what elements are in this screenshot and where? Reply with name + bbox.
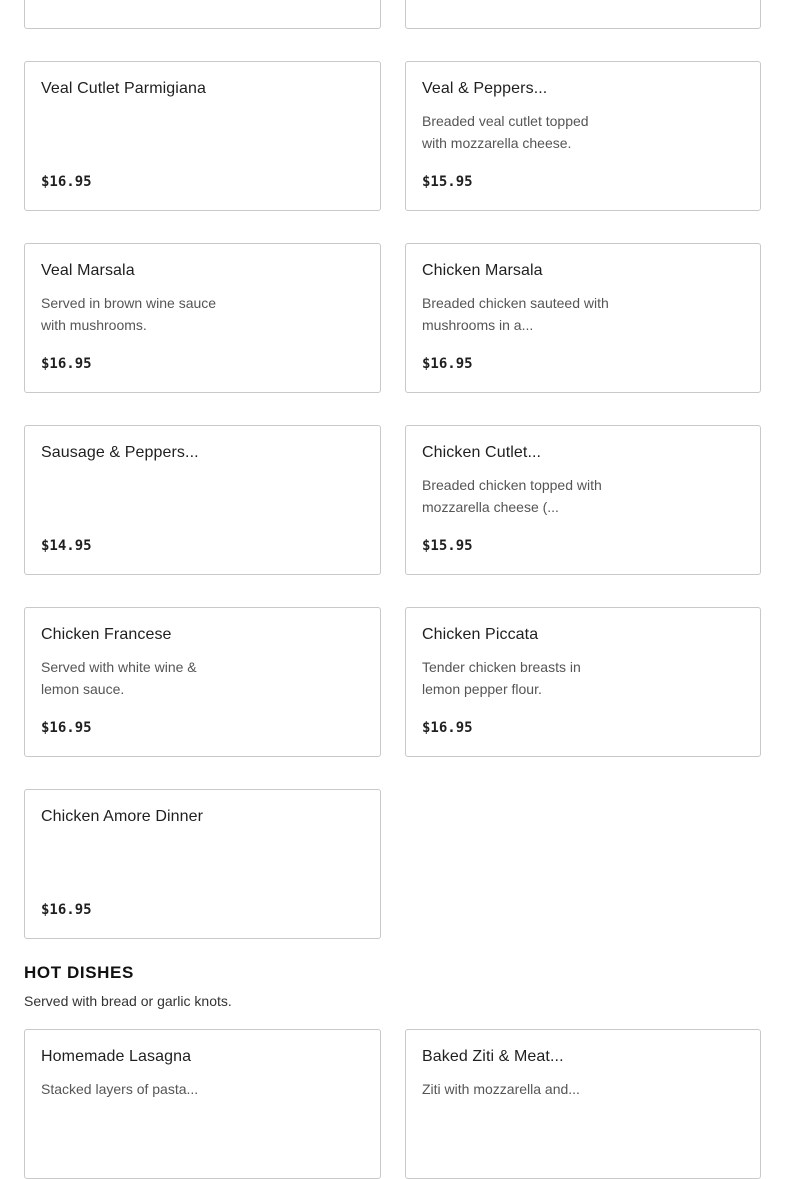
menu-item-card[interactable] [24,1029,381,1179]
item-description: Breaded chicken topped with mozzarella cheese (... [422,477,602,515]
item-price: $15.95 [422,174,473,190]
menu-item-card[interactable] [24,61,381,211]
menu-item-card[interactable] [405,607,761,757]
item-description: Stacked layers of pasta... [41,1081,199,1097]
item-price: $16.95 [422,720,473,736]
section-title: HOT DISHES [24,963,134,982]
item-name: Chicken Cutlet... [422,444,542,461]
item-name: Homemade Lasagna [41,1048,192,1065]
item-name: Chicken Piccata [422,626,539,643]
item-price: $16.95 [422,356,473,372]
item-description: Ziti with mozzarella and... [422,1081,580,1097]
item-price: $15.95 [422,538,473,554]
item-name: Veal Cutlet Parmigiana [41,80,206,97]
item-description: Breaded veal cutlet topped with mozzarella cheese. [422,113,589,151]
menu-item-card[interactable] [405,1029,761,1179]
menu-item-card[interactable] [24,0,381,29]
menu-item-card[interactable] [24,607,381,757]
item-price: $14.95 [41,538,92,554]
item-name: Veal Marsala [41,262,135,279]
item-name: Chicken Amore Dinner [41,808,204,825]
menu-item-card[interactable] [405,425,761,575]
item-price: $16.95 [41,720,92,736]
menu-item-card[interactable] [405,0,761,29]
section-description: Served with bread or garlic knots. [24,993,232,1009]
item-name: Chicken Marsala [422,262,543,279]
menu-item-card[interactable] [24,425,381,575]
item-description: Served in brown wine sauce with mushrooms. [41,295,217,333]
item-name: Baked Ziti & Meat... [422,1048,564,1065]
item-description: Served with white wine & lemon sauce. [41,659,197,697]
item-name: Veal & Peppers... [422,80,548,97]
item-description: Tender chicken breasts in lemon pepper flour. [422,659,581,697]
menu-item-card[interactable] [405,61,761,211]
menu-item-card[interactable] [405,243,761,393]
item-price: $16.95 [41,356,92,372]
item-price: $16.95 [41,174,92,190]
item-name: Chicken Francese [41,626,172,643]
menu-item-card[interactable] [24,789,381,939]
menu-item-card[interactable] [24,243,381,393]
item-price: $16.95 [41,902,92,918]
item-name: Sausage & Peppers... [41,444,199,461]
item-description: Breaded chicken sauteed with mushrooms in a... [422,295,609,333]
